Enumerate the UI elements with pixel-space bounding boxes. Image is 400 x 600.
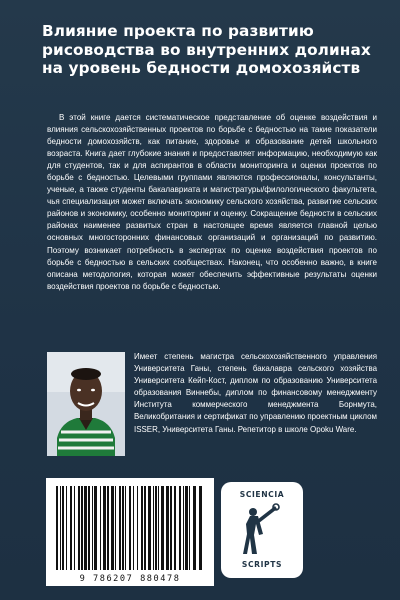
barcode: [46, 478, 214, 586]
barcode-bar: [56, 486, 58, 570]
barcode-bar: [161, 486, 164, 570]
barcode-bar: [185, 486, 188, 570]
barcode-bar: [70, 486, 72, 570]
barcode-bar: [100, 486, 101, 570]
barcode-bar: [119, 486, 121, 570]
barcode-bar: [189, 486, 190, 570]
barcode-bar: [107, 486, 109, 570]
barcode-bar: [174, 486, 176, 570]
barcode-bar: [92, 486, 93, 570]
publisher-name-top: SCIENCIA: [239, 490, 285, 499]
author-bio: Имеет степень магистра сельскохозяйственного управления Университета Ганы, степень бакалавра сельского хозяйства Университета Кейп-Кост, диплом по образованию Университета образования Виннебы, диплом по финансовому менеджменту Института коммерческого менеджмента Борнмута, Великобритания и сертификат по управлению проектным циклом ISSER, Университета Ганы. Репетитор в школе Opoku Ware.: [134, 352, 377, 434]
barcode-bar: [153, 486, 154, 570]
barcode-bar: [84, 486, 87, 570]
barcode-bar: [193, 486, 196, 570]
barcode-bar: [155, 486, 157, 570]
barcode-bar: [199, 486, 202, 570]
barcode-bar: [103, 486, 106, 570]
publisher-name-bottom: SCRIPTS: [241, 560, 283, 569]
publisher-logo: [221, 482, 303, 578]
barcode-bar: [94, 486, 97, 570]
barcode-bar: [81, 486, 83, 570]
barcode-bar: [144, 486, 146, 570]
barcode-bar: [74, 486, 75, 570]
book-title: Влияние проекта по развитию рисоводства во внутренних долинах на уровень бедности домохозяйств: [42, 22, 371, 77]
barcode-bar: [122, 486, 124, 570]
barcode-bar: [137, 486, 138, 570]
barcode-bar: [158, 486, 159, 570]
barcode-bar: [88, 486, 90, 570]
author-photo: [47, 352, 125, 456]
barcode-bar: [166, 486, 169, 570]
barcode-bar: [148, 486, 151, 570]
barcode-bar: [141, 486, 143, 570]
barcode-bar: [66, 486, 67, 570]
barcode-bar: [179, 486, 181, 570]
book-summary: В этой книге дается систематическое представление об оценке воздействия и влияния сельскохозяйственных проектов по борьбе с бедностью на такие показатели бедности домохозяйств, как питание, здоровье и образование детей школьного возраста. Книга дает глубокие знания и предоставляет информацию, необходимую как для студентов, так и для аспирантов в области мониторинга и оценки проектов по борьбе с бедностью. Целевыми группами являются профессионалы, консультанты, ученые, а также студенты бакалавриата и магистратуры/филологического факультета, чья специализация может включать экономику сельского хозяйства, развитие сельских районов и экономику, особенно мониторинг и оценку. Сокращение бедности в сельских районах наименее развитых стран в настоящее время является главной целью основных многосторонних финансовых организаций и организаций по развитию. Поэтому возникает потребность в экспертах по оценке воздействия проектов по борьбе с бедностью в сельских сообществах. Наконец, что особенно важно, в книге описана методология, которая может обеспечить эффективные результаты оценки воздействия проектов по борьбе с бедностью.: [47, 113, 377, 291]
barcode-bar: [62, 486, 64, 570]
barcode-bar: [60, 486, 61, 570]
barcode-bar: [129, 486, 131, 570]
barcode-bar: [170, 486, 172, 570]
barcode-bar: [111, 486, 114, 570]
barcode-bar: [115, 486, 116, 570]
scientist-icon: [241, 502, 283, 556]
barcode-bar: [78, 486, 80, 570]
isbn-digits: 9 786207 880478: [79, 574, 181, 584]
barcode-bar: [133, 486, 134, 570]
barcode-bar: [125, 486, 126, 570]
barcode-bar: [183, 486, 184, 570]
